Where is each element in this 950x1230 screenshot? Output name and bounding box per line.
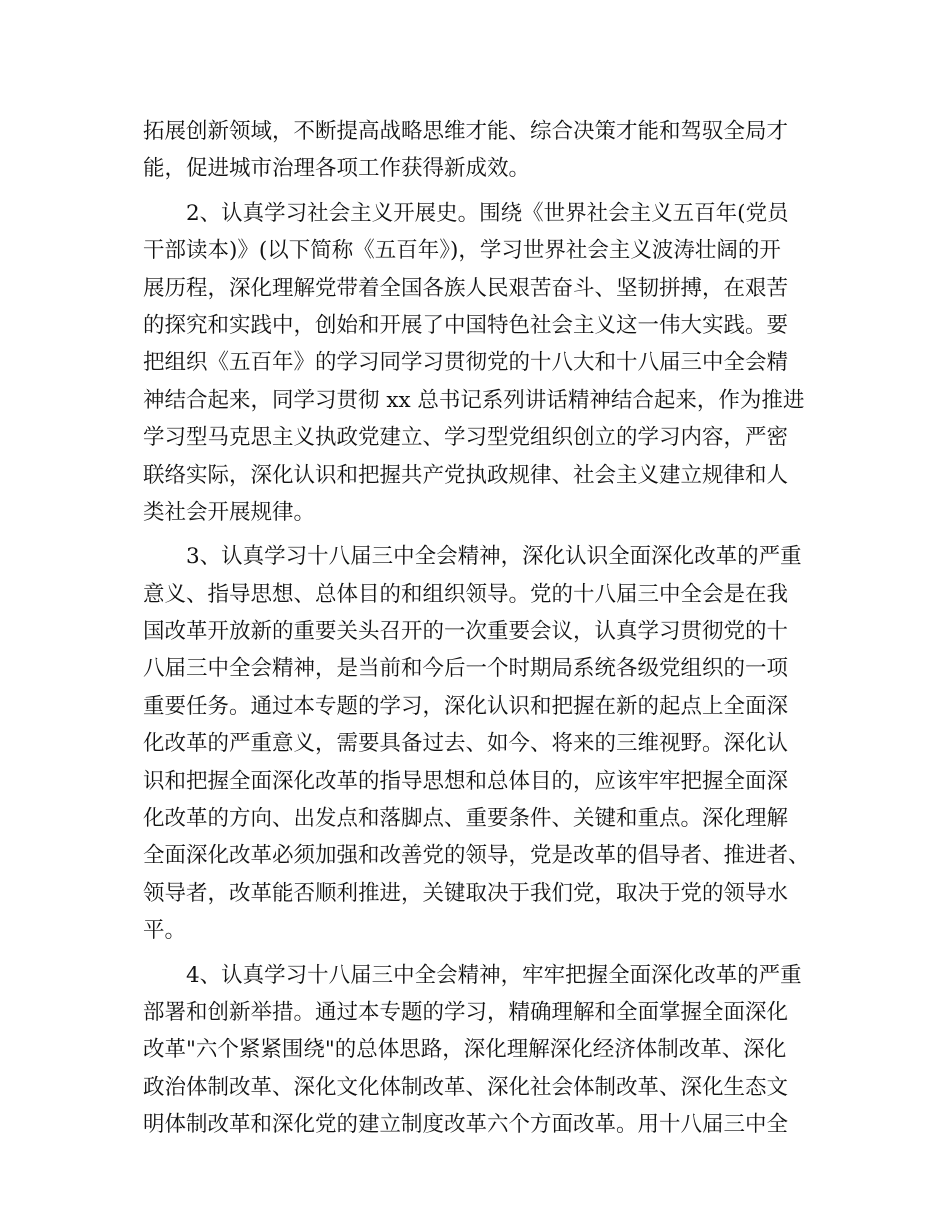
text-line: 意义、指导思想、总体目的和组织领导。党的十八届三中全会是在我 bbox=[143, 581, 789, 607]
text-line: 国改革开放新的重要关头召开的一次重要会议，认真学习贯彻党的十 bbox=[143, 619, 789, 645]
text-line: 明体制改革和深化党的建立制度改革六个方面改革。用十八届三中全 bbox=[143, 1112, 789, 1138]
text-line: 干部读本)》(以下简称《五百年》)，学习世界社会主义波涛壮阔的开 bbox=[143, 238, 781, 264]
paragraph-start-line: 3、认真学习十八届三中全会精神，深化认识全面深化改革的严重 bbox=[186, 544, 802, 570]
text-line: 平。 bbox=[143, 918, 187, 944]
text-line: 全面深化改革必须加强和改善党的领导，党是改革的倡导者、推进者、 bbox=[143, 843, 810, 869]
paragraph-start-line: 2、认真学习社会主义开展史。围绕《世界社会主义五百年(党员 bbox=[186, 200, 789, 226]
text-line: 改革"六个紧紧围绕"的总体思路，深化理解深化经济体制改革、深化 bbox=[143, 1037, 787, 1063]
text-line: 能，促进城市治理各项工作获得新成效。 bbox=[143, 156, 531, 182]
text-line: 学习型马克思主义执政党建立、学习型党组织创立的学习内容，严密 bbox=[143, 425, 789, 451]
text-line: 八届三中全会精神，是当前和今后一个时期局系统各级党组织的一项 bbox=[143, 656, 789, 682]
text-line: 化改革的严重意义，需要具备过去、如今、将来的三维视野。深化认 bbox=[143, 731, 789, 757]
text-line: 部署和创新举措。通过本专题的学习，精确理解和全面掌握全面深化 bbox=[143, 999, 789, 1025]
paragraph-start-line: 4、认真学习十八届三中全会精神，牢牢把握全面深化改革的严重 bbox=[186, 962, 802, 988]
document-body bbox=[143, 113, 823, 1144]
text-line: 展历程，深化理解党带着全国各族人民艰苦奋斗、坚韧拼搏，在艰苦 bbox=[143, 275, 789, 301]
text-line: 把组织《五百年》的学习同学习贯彻党的十八大和十八届三中全会精 bbox=[143, 350, 789, 376]
text-line: 联络实际，深化认识和把握共产党执政规律、社会主义建立规律和人 bbox=[143, 462, 789, 488]
text-line: 化改革的方向、出发点和落脚点、重要条件、关键和重点。深化理解 bbox=[143, 806, 789, 832]
text-line: 的探究和实践中，创始和开展了中国特色社会主义这一伟大实践。要 bbox=[143, 312, 789, 338]
text-line: 神结合起来，同学习贯彻 xx 总书记系列讲话精神结合起来，作为推进 bbox=[143, 387, 805, 413]
text-line: 领导者，改革能否顺利推进，关键取决于我们党，取决于党的领导水 bbox=[143, 880, 789, 906]
text-line: 类社会开展规律。 bbox=[143, 499, 316, 525]
text-line: 重要任务。通过本专题的学习，深化认识和把握在新的起点上全面深 bbox=[143, 693, 789, 719]
text-line: 拓展创新领域，不断提高战略思维才能、综合决策才能和驾驭全局才 bbox=[143, 119, 789, 144]
text-line: 政治体制改革、深化文化体制改革、深化社会体制改革、深化生态文 bbox=[143, 1074, 789, 1100]
text-line: 识和把握全面深化改革的指导思想和总体目的，应该牢牢把握全面深 bbox=[143, 768, 789, 794]
